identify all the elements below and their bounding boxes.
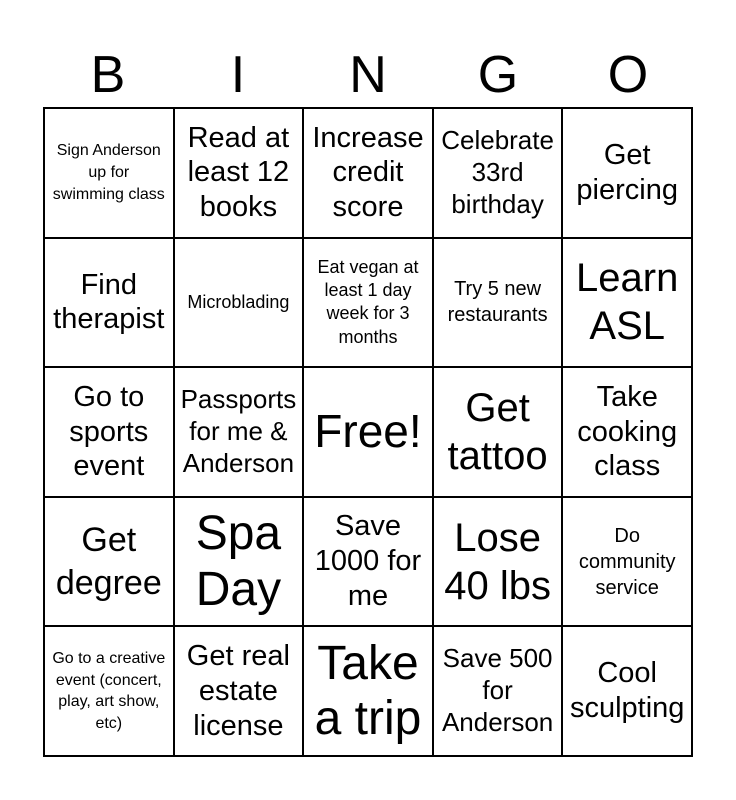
bingo-cell[interactable] [433,626,563,756]
bingo-cell[interactable] [174,108,304,238]
bingo-cell[interactable] [303,497,433,627]
bingo-cell[interactable] [44,626,174,756]
bingo-cell-text: Get tattoo [447,385,548,478]
bingo-cell[interactable] [433,108,563,238]
bingo-cell[interactable] [433,367,563,497]
bingo-cell[interactable] [44,108,174,238]
bingo-cell[interactable] [44,238,174,368]
bingo-cell[interactable] [562,367,692,497]
bingo-cell[interactable] [562,108,692,238]
bingo-board [43,107,693,757]
bingo-cell[interactable] [174,367,304,497]
bingo-cell[interactable] [303,108,433,238]
bingo-cell[interactable] [174,626,304,756]
bingo-cell-text: Get piercing [576,139,678,206]
bingo-cell-text: Go to a creative event (concert, play, art show, etc) [52,650,166,732]
bingo-cell-text: Eat vegan at least 1 day week for 3 months [317,256,419,347]
bingo-cell-text: Read at least 12 books [187,121,290,224]
header-letter-n: N [349,46,387,104]
bingo-cell-text: Celebrate 33rd birthday [441,124,554,219]
bingo-cell[interactable] [562,238,692,368]
bingo-cell-text: Save 1000 for me [314,510,422,612]
bingo-cell-text: Learn ASL [576,256,679,349]
bingo-cell-text: Increase credit score [312,121,424,224]
bingo-cell-text: Microblading [187,291,290,312]
header-letter-g: G [477,46,519,104]
bingo-cell-text: Find therapist [53,268,165,336]
free-space-cell[interactable] [303,367,433,497]
bingo-cell[interactable] [433,238,563,368]
bingo-cell[interactable] [433,497,563,627]
bingo-header [43,42,693,108]
bingo-cell[interactable] [562,626,692,756]
bingo-cell-text: Get degree [55,521,162,602]
bingo-cell-text: Cool sculpting [569,657,685,725]
bingo-cell-text: Lose 40 lbs [444,515,551,608]
bingo-cell[interactable] [174,497,304,627]
header-letter-i: I [230,46,246,104]
bingo-cell[interactable] [303,238,433,368]
bingo-cell-text: Sign Anderson up for swimming class [52,142,165,203]
header-letter-o: O [607,46,649,104]
header-letter-b: B [90,46,126,104]
bingo-cell-text: Take a trip [314,637,422,746]
bingo-cell[interactable] [303,626,433,756]
bingo-cell[interactable] [44,497,174,627]
bingo-cell[interactable] [174,238,304,368]
bingo-cell[interactable] [44,367,174,497]
bingo-cell-text: Go to sports event [69,380,149,483]
bingo-cell-text: Passports for me & Anderson [180,384,297,478]
bingo-cell-text: Spa Day [195,507,282,616]
bingo-cell-text: Take cooking class [577,380,678,483]
bingo-cell-text: Try 5 new restaurants [447,278,548,327]
bingo-cell-text: Get real estate license [186,640,290,742]
free-space-text: Free! [314,405,422,458]
bingo-cell-text: Do community service [578,524,676,599]
bingo-cell[interactable] [562,497,692,627]
bingo-cell-text: Save 500 for Anderson [441,643,554,738]
